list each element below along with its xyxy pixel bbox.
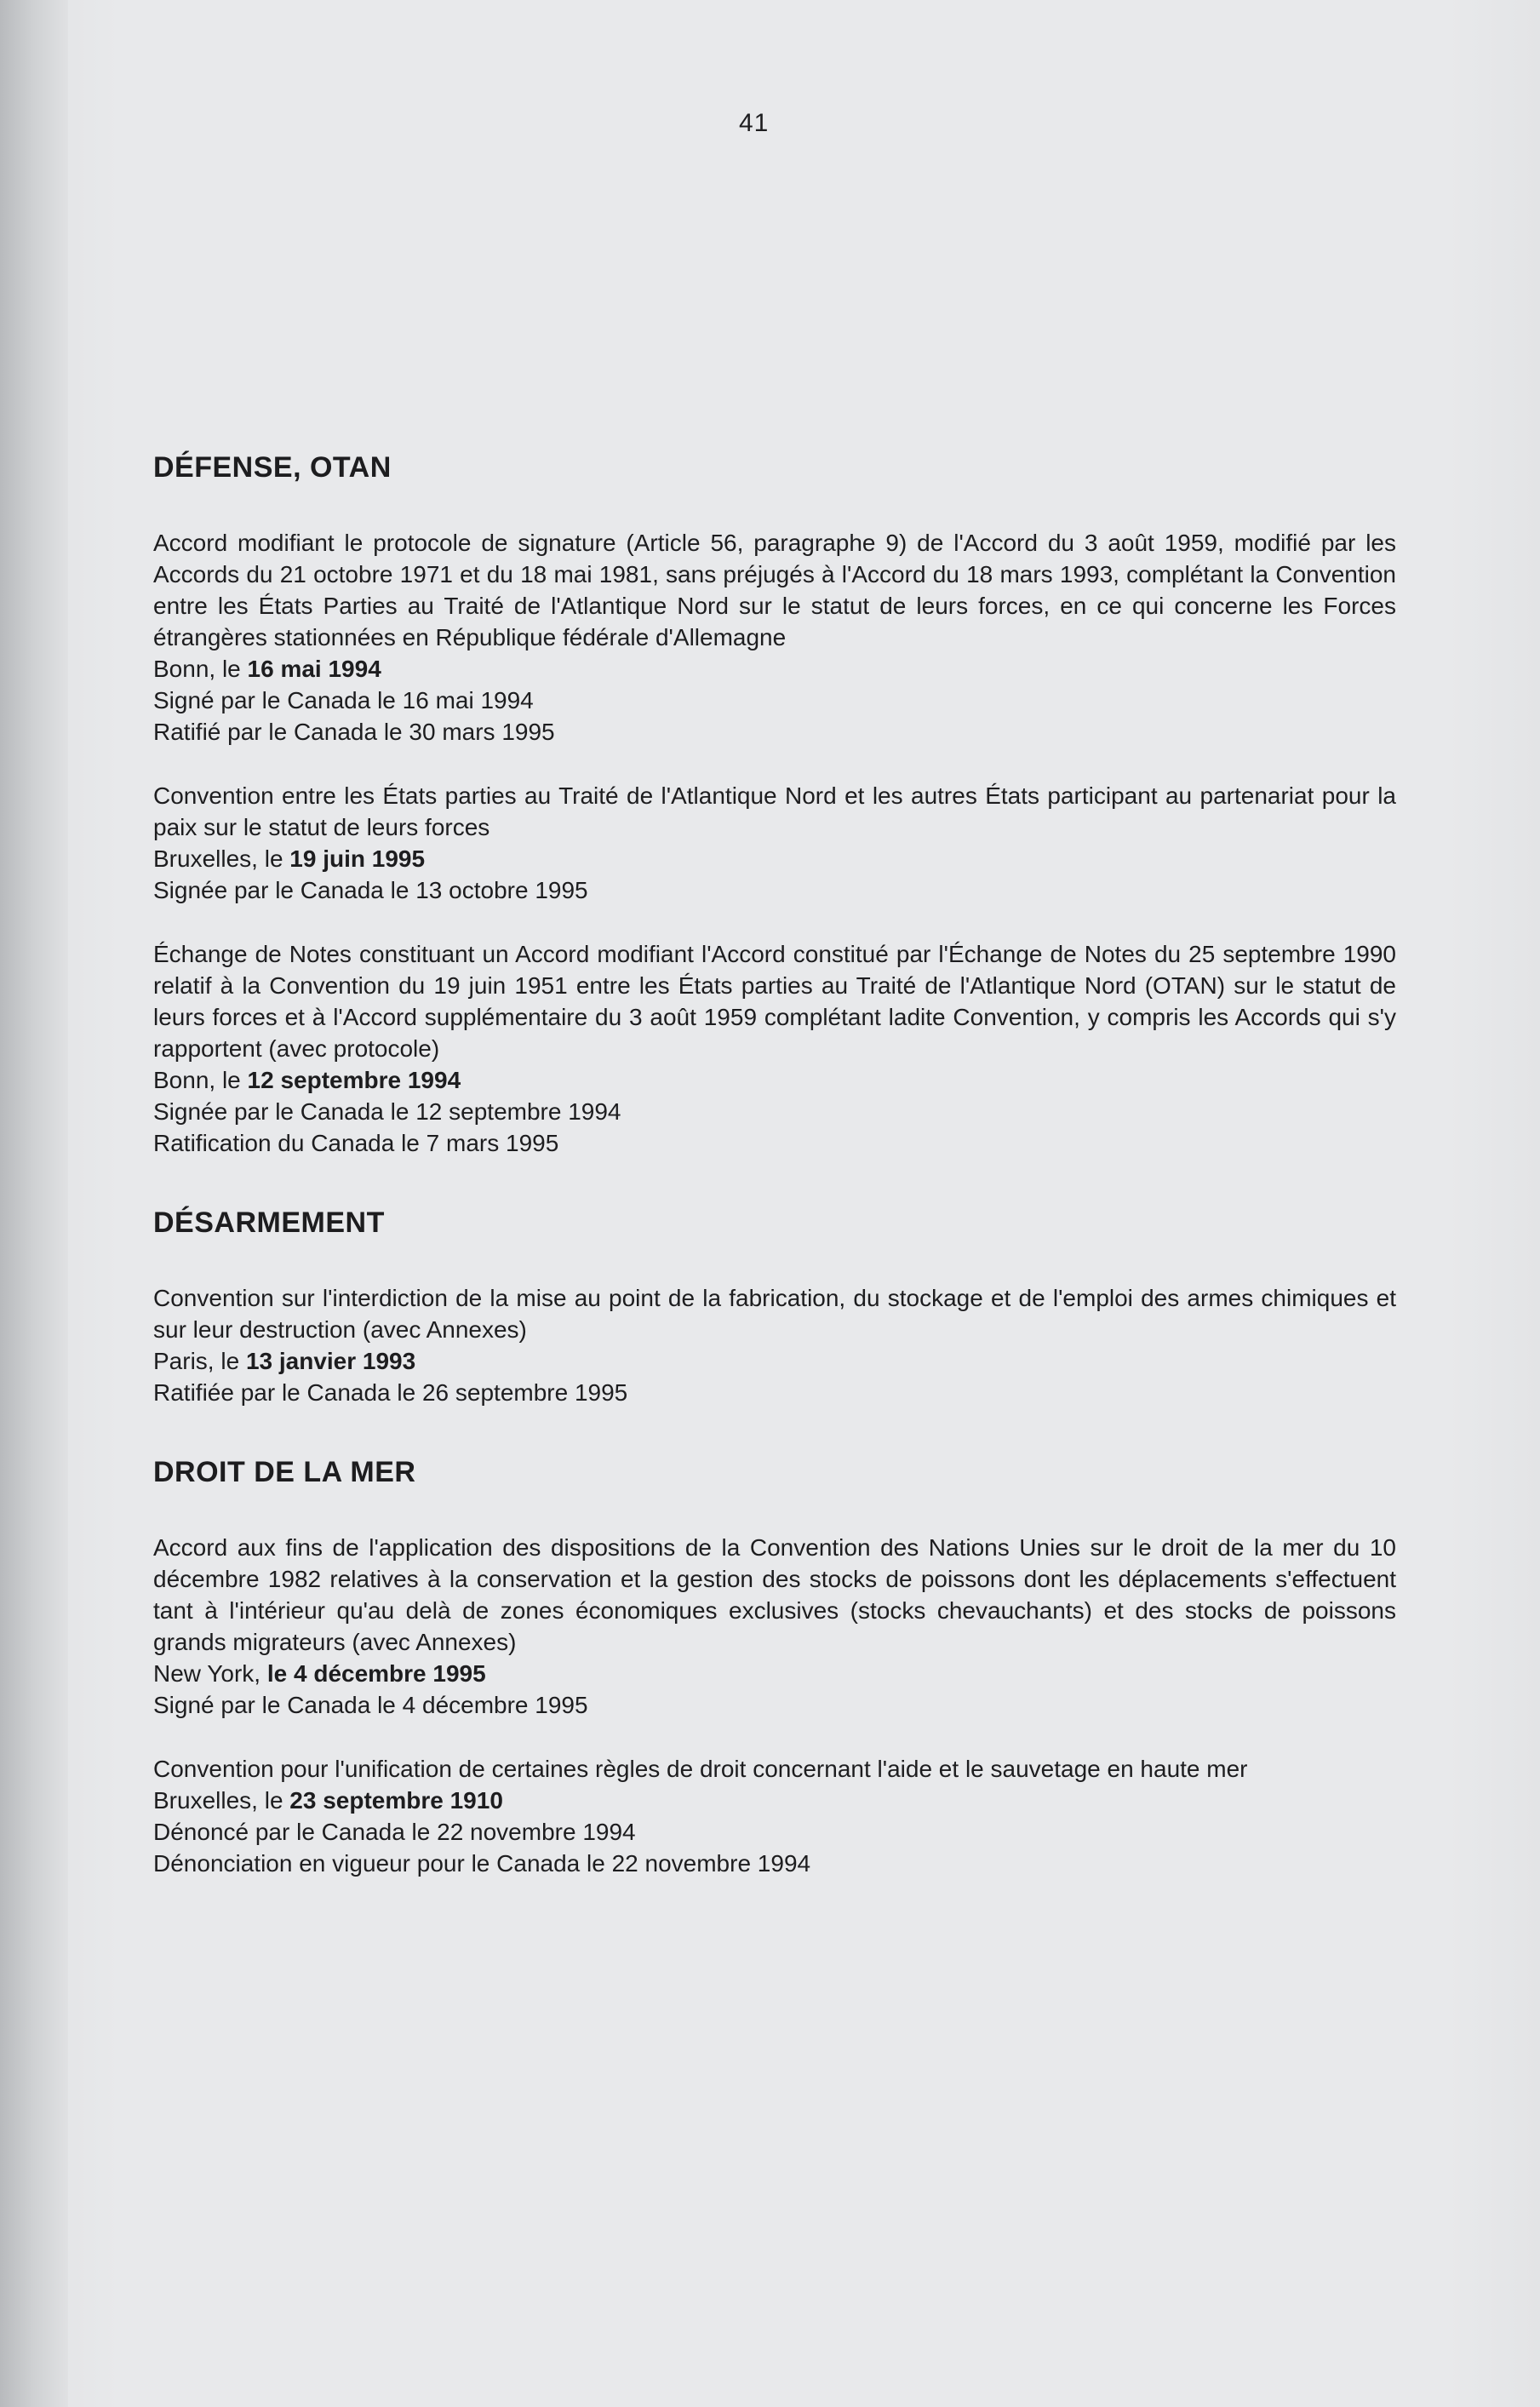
- treaty-place: Bonn, le: [153, 1067, 241, 1093]
- treaty-place: Bonn, le: [153, 656, 241, 682]
- treaty-status-line: Signée par le Canada le 12 septembre 1994: [153, 1098, 621, 1125]
- treaty-status-line: Signée par le Canada le 13 octobre 1995: [153, 877, 588, 903]
- treaty-description: Convention sur l'interdiction de la mise au point de la fabrication, du stockage et de l'emploi des armes chimiques et sur leur destruction (avec Annexes): [153, 1285, 1396, 1343]
- treaty-place-date: [153, 843, 1396, 874]
- treaty-status-line: Signé par le Canada le 16 mai 1994: [153, 687, 534, 714]
- document-body: [153, 451, 1396, 1911]
- treaty-status-line: Ratifié par le Canada le 30 mars 1995: [153, 719, 555, 745]
- section-desarmement: [153, 1206, 1396, 1408]
- treaty-status-line: Dénoncé par le Canada le 22 novembre 1994: [153, 1819, 636, 1845]
- treaty-place-date: [153, 1345, 1396, 1377]
- treaty-description: Accord modifiant le protocole de signature (Article 56, paragraphe 9) de l'Accord du 3 août 1959, modifié par les Accords du 21 octobre 1971 et du 18 mai 1981, sans préjugés à l'Accord du 18 mars 1993, complétant la Convention entre les États Parties au Traité de l'Atlantique Nord sur le statut de leurs forces, en ce qui concerne les Forces étrangères stationnées en République fédérale d'Allemagne: [153, 530, 1396, 650]
- treaty-entry: [153, 780, 1396, 906]
- section-title: DROIT DE LA MER: [153, 1456, 416, 1488]
- treaty-description: Convention pour l'unification de certaines règles de droit concernant l'aide et le sauvetage en haute mer: [153, 1756, 1248, 1782]
- treaty-entry: [153, 527, 1396, 748]
- treaty-entry: [153, 1532, 1396, 1721]
- treaty-description: Accord aux fins de l'application des dispositions de la Convention des Nations Unies sur le droit de la mer du 10 décembre 1982 relatives à la conservation et la gestion des stocks de poissons dont les déplacements s'effectuent tant à l'intérieur qu'au delà de zones économiques exclusives (stocks chevauchants) et des stocks de poissons grands migrateurs (avec Annexes): [153, 1534, 1396, 1655]
- treaty-place-date: [153, 1064, 1396, 1096]
- treaty-description: Convention entre les États parties au Traité de l'Atlantique Nord et les autres États participant au partenariat pour la paix sur le statut de leurs forces: [153, 782, 1396, 840]
- treaty-place-date: [153, 1785, 1396, 1816]
- treaty-place: Bruxelles, le: [153, 1787, 283, 1814]
- page-binding-shadow: [0, 0, 68, 2407]
- treaty-date: 16 mai 1994: [247, 656, 381, 682]
- section-title: DÉFENSE, OTAN: [153, 451, 392, 484]
- treaty-date: 13 janvier 1993: [245, 1348, 416, 1374]
- treaty-entry: [153, 1282, 1396, 1408]
- treaty-entry: [153, 938, 1396, 1159]
- treaty-date: 12 septembre 1994: [247, 1067, 461, 1093]
- treaty-place-date: [153, 1658, 1396, 1689]
- treaty-status-line: Ratifiée par le Canada le 26 septembre 1995: [153, 1379, 628, 1406]
- treaty-description: Échange de Notes constituant un Accord modifiant l'Accord constitué par l'Échange de Notes du 25 septembre 1990 relatif à la Convention du 19 juin 1951 entre les États parties au Traité de l'Atlantique Nord (OTAN) sur le statut de leurs forces et à l'Accord supplémentaire du 3 août 1959 complétant ladite Convention, y compris les Accords qui s'y rapportent (avec protocole): [153, 941, 1396, 1062]
- treaty-status-line: Signé par le Canada le 4 décembre 1995: [153, 1692, 588, 1718]
- treaty-place: New York,: [153, 1660, 261, 1687]
- page-number: 41: [739, 109, 770, 137]
- treaty-entry: [153, 1753, 1396, 1879]
- section-defense-otan: [153, 451, 1396, 1159]
- treaty-date: le 4 décembre 1995: [266, 1660, 486, 1687]
- section-droit-de-la-mer: [153, 1456, 1396, 1879]
- treaty-status-line: Ratification du Canada le 7 mars 1995: [153, 1130, 559, 1156]
- treaty-date: 19 juin 1995: [289, 845, 426, 872]
- treaty-place-date: [153, 653, 1396, 685]
- treaty-status-line: Dénonciation en vigueur pour le Canada le 22 novembre 1994: [153, 1850, 811, 1877]
- treaty-date: 23 septembre 1910: [289, 1787, 503, 1814]
- treaty-place: Bruxelles, le: [153, 845, 283, 872]
- treaty-place: Paris, le: [153, 1348, 240, 1374]
- section-title: DÉSARMEMENT: [153, 1206, 385, 1239]
